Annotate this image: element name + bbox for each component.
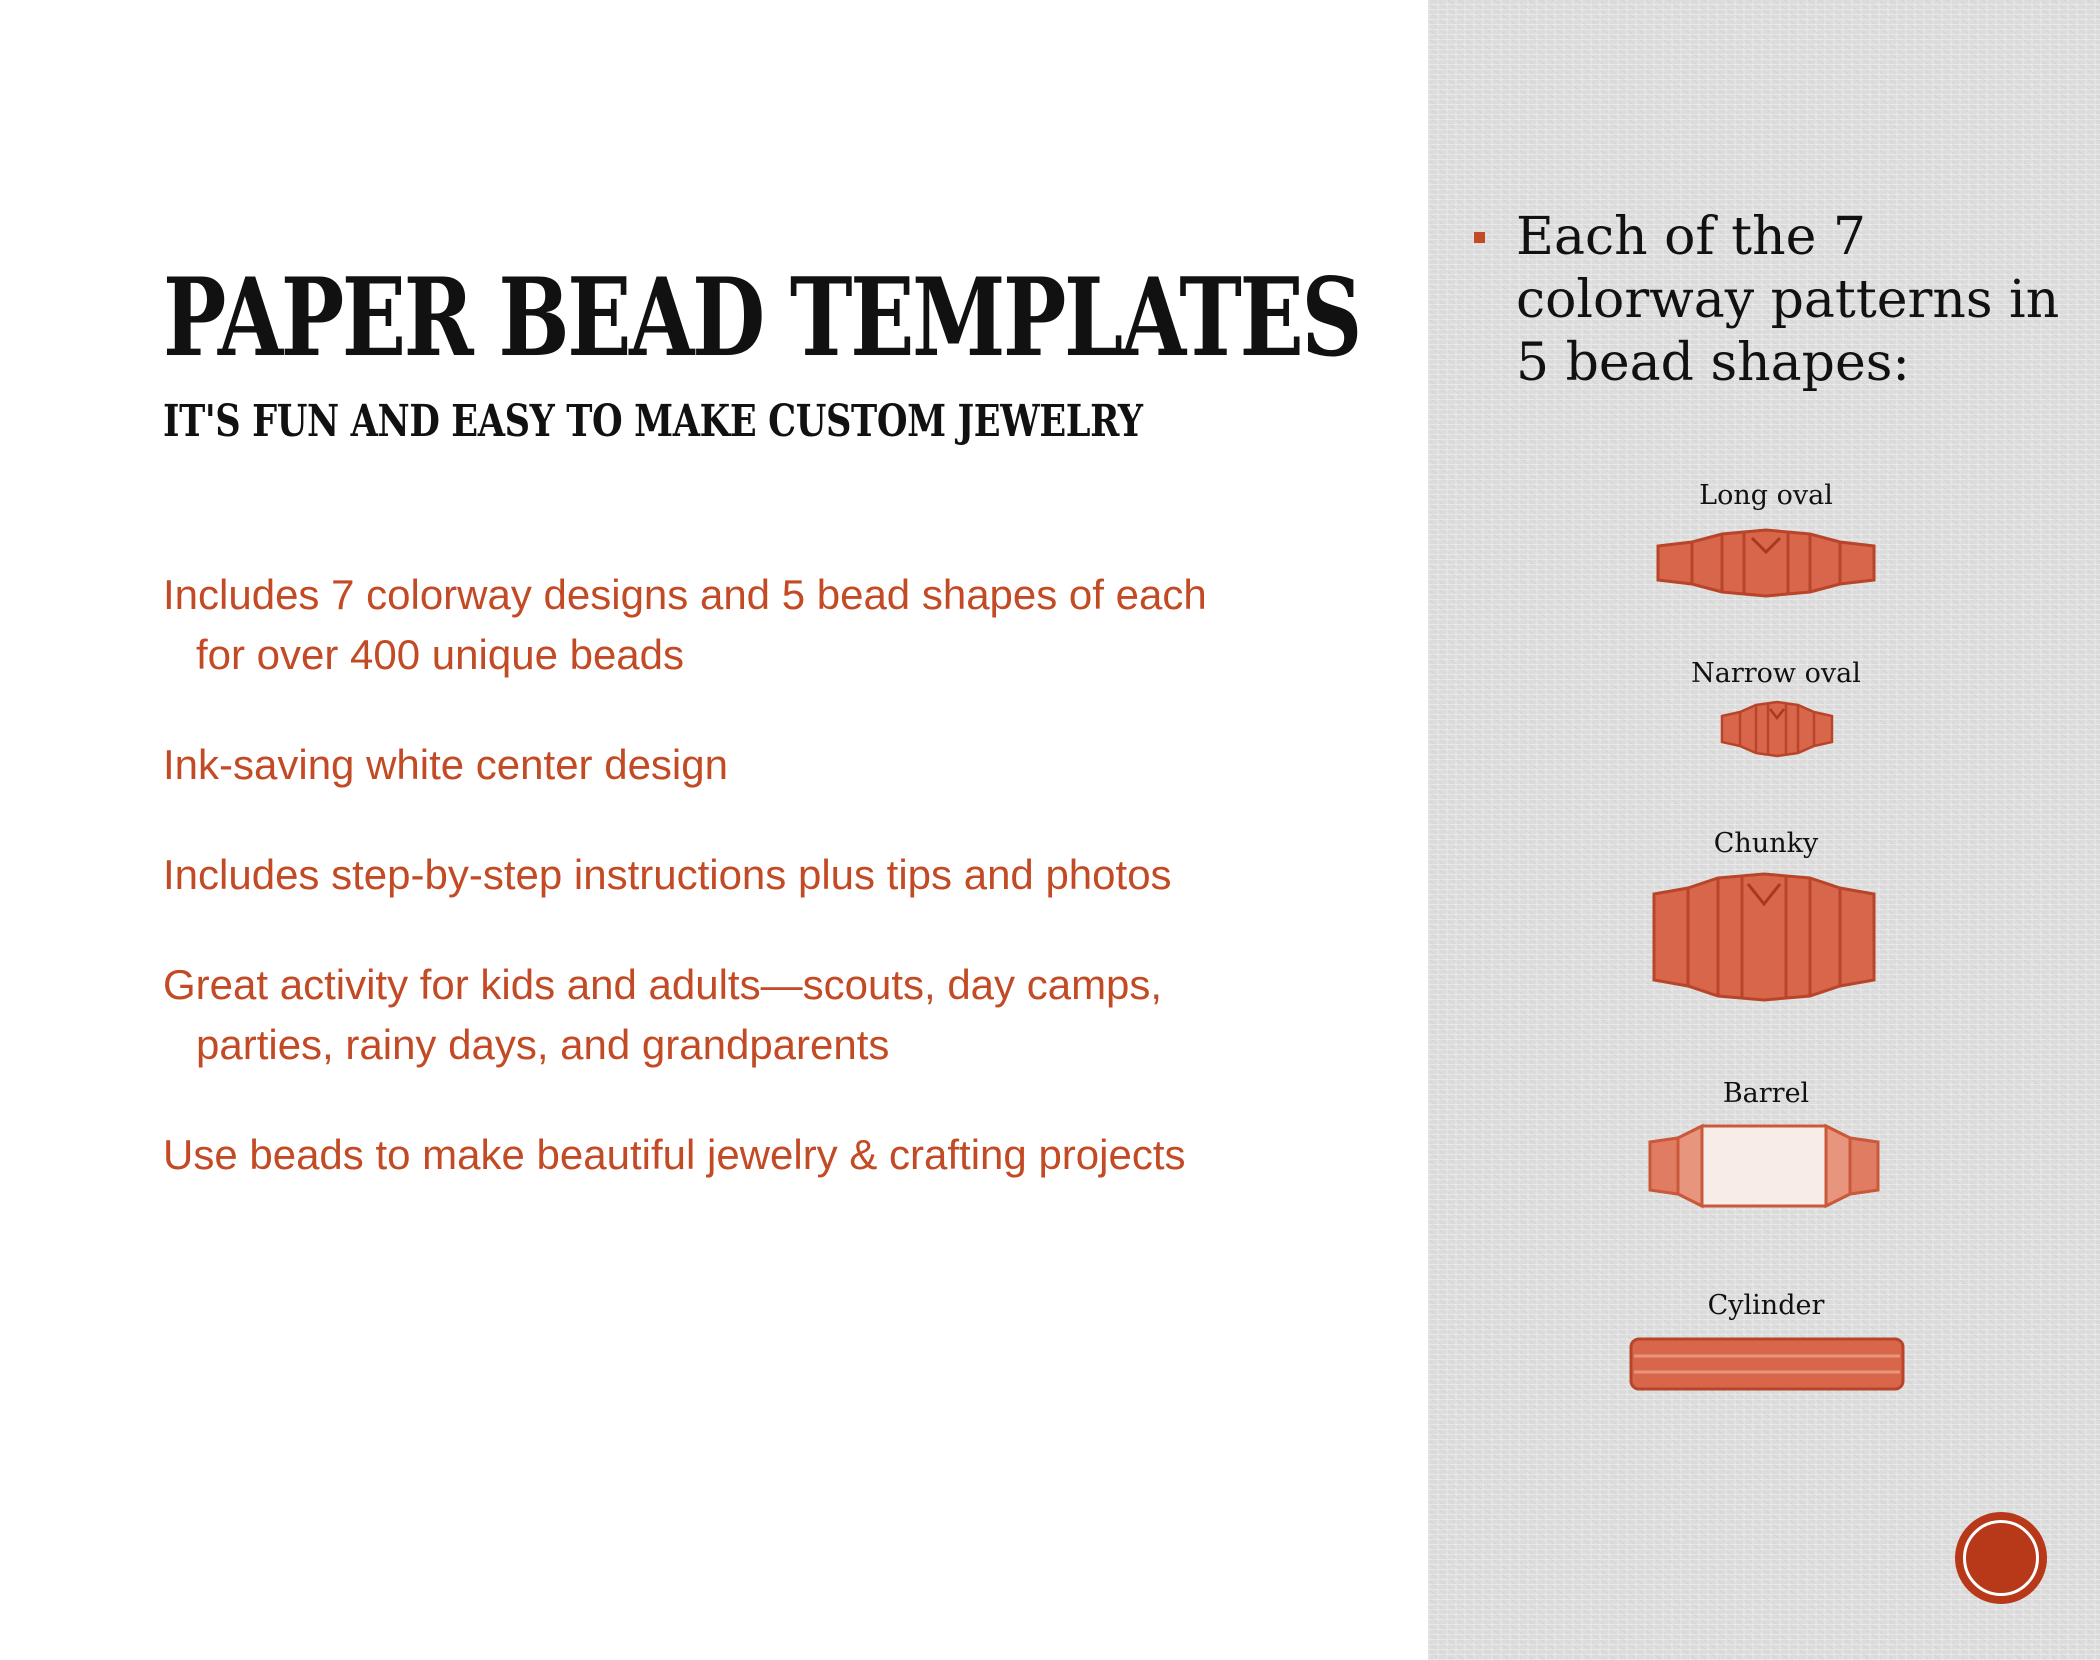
chunky-bead-icon — [1648, 872, 1880, 1002]
long-oval-bead-icon — [1652, 528, 1880, 598]
shape-label-long-oval: Long oval — [1699, 480, 1833, 511]
shape-label-chunky: Chunky — [1713, 828, 1819, 859]
slide-title: PAPER BEAD TEMPLATES — [163, 255, 1361, 381]
shape-label-barrel: Barrel — [1722, 1078, 1810, 1109]
barrel-bead-icon — [1646, 1120, 1882, 1212]
shape-label-cylinder: Cylinder — [1707, 1290, 1825, 1321]
feature-item: Includes step-by-step instructions plus tips and photos — [163, 851, 1172, 898]
feature-list — [163, 565, 1223, 1235]
slide-subtitle: IT'S FUN AND EASY TO MAKE CUSTOM JEWELRY — [163, 396, 1143, 447]
square-bullet-icon — [1474, 232, 1485, 243]
cylinder-bead-icon — [1628, 1336, 1906, 1392]
shape-label-narrow-oval: Narrow oval — [1691, 658, 1861, 689]
feature-item: Ink-saving white center design — [163, 741, 728, 788]
narrow-oval-bead-icon — [1718, 700, 1836, 758]
feature-item: Use beads to make beautiful jewelry & crafting projects — [163, 1131, 1186, 1178]
feature-item: Great activity for kids and adults—scouts, day camps, parties, rainy days, and grandparents — [163, 961, 1163, 1068]
feature-item: Includes 7 colorway designs and 5 bead shapes of each for over 400 unique beads — [163, 571, 1207, 678]
circle-nav-icon[interactable] — [1955, 1512, 2047, 1604]
sidebar-intro-text: Each of the 7 colorway patterns in 5 bead shapes: — [1516, 207, 2060, 393]
